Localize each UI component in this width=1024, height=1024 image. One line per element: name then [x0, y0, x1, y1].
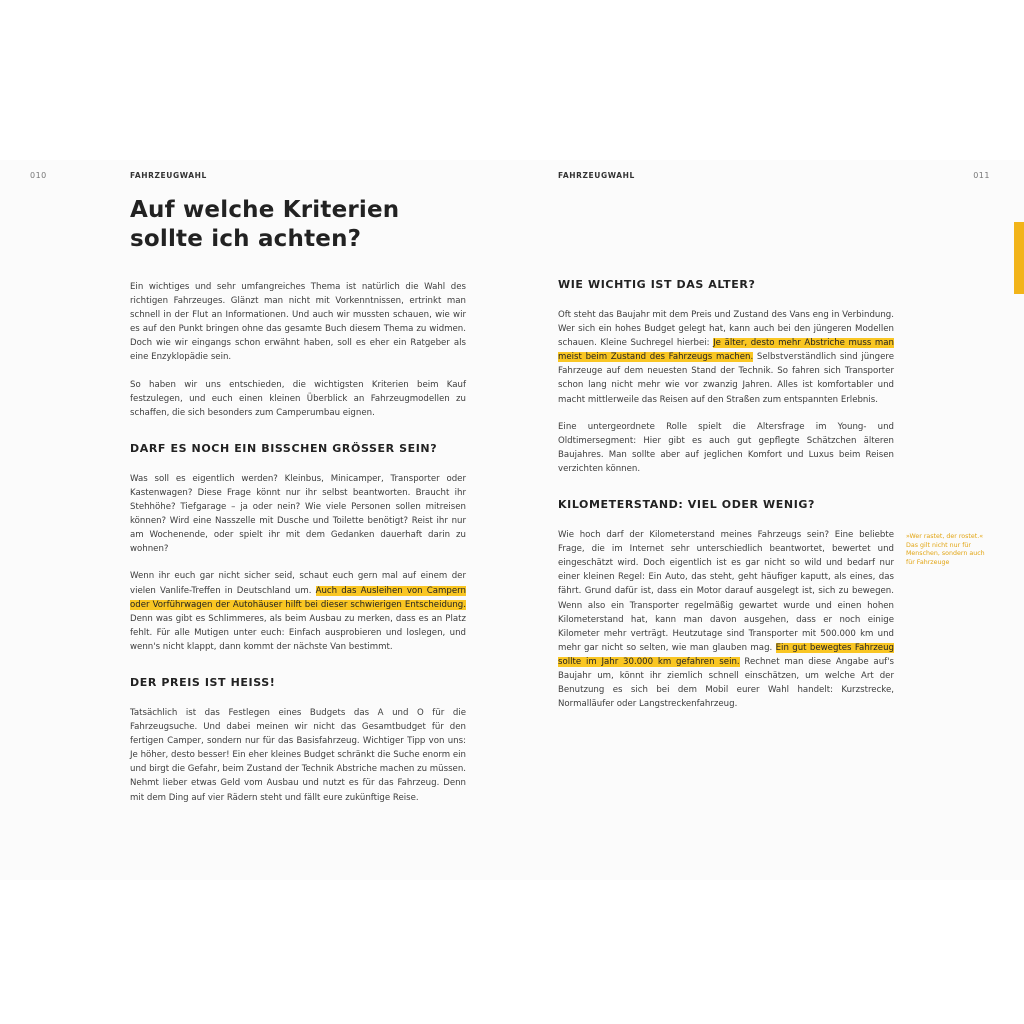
age-text-after: Selbstverständlich sind jüngere Fahrzeuge auf dem neuesten Stand der Technik. So fahren sich Transporter schon lang nicht mehr wie vor zwanzig Jahren. Alles ist komfortabler und macht mittlerweile das Reisen auf den Straßen zum entspannten Erlebnis.	[558, 352, 894, 405]
size-text-before: Wenn ihr euch gar nicht sicher seid, schaut euch gern mal auf einem der vielen Vanlife-Treffen in Deutschland um.	[130, 571, 466, 596]
age-text-before: Oft steht das Baujahr mit dem Preis und Zustand des Vans eng in Verbindung. Wer sich ein hohes Budget gelegt hat, kann auch bei den jüngeren Modellen schauen. Kleine Suchregel hierbei:	[558, 310, 894, 349]
mileage-paragraph	[558, 528, 894, 711]
running-head-right: FAHRZEUGWAHL	[558, 171, 635, 180]
intro-paragraph-1: Ein wichtiges und sehr umfangreiches Thema ist natürlich die Wahl des richtigen Fahrzeuges. Glänzt man nicht mit Vorkenntnissen, ertrinkt man schnell in der Flut an Informationen. Und auch wir mussten schauen, wie wir es auf den Punkt bringen ohne das gesamte Buch diesem Thema zu widmen. Doch wie wir eingangs schon erwähnt haben, soll es eher ein Ratgeber als eine Enzyklopädie sein.	[130, 282, 466, 363]
heading-mileage: KILOMETERSTAND: VIEL ODER WENIG?	[558, 498, 815, 512]
title-line-1: Auf welche Kriterien	[130, 197, 400, 223]
size-paragraph-1: Was soll es eigentlich werden? Kleinbus, Minicamper, Transporter oder Kastenwagen? Diese Frage könnt nur ihr selbst beantworten. Braucht ihr Stehhöhe? Tiefgarage – ja oder nein? Wie viele Personen sollen mitreisen können? Wird eine Nasszelle mit Dusche und Toilette benötigt? Reist ihr nur am Wochenende, oder spielt ihr mit dem Gedanken dauerhaft darin zu wohnen?	[130, 473, 466, 555]
heading-price: DER PREIS IST HEISS!	[130, 675, 276, 689]
price-paragraph: Tatsächlich ist das Festlegen eines Budgets das A und O für die Fahrzeugsuche. Und dabei meinen wir nicht das Gesamtbudget für den fertigen Camper, sondern nur für das Basisfahrzeug. Wichtiger Tipp von uns: Je höher, desto besser! Ein eher kleines Budget schränkt die Suche enorm ein und birgt die Gefahr, beim Zustand der Technik Abstriche machen zu müssen. Nehmt lieber etwas Geld vom Ausbau und nutzt es für das Fahrzeug. Denn mit dem Ding auf vier Rädern steht und fällt eure zukünftige Reise.	[130, 707, 467, 803]
right-column	[558, 278, 894, 724]
page-number-right: 011	[973, 171, 990, 180]
chapter-tab-marker	[1014, 222, 1024, 294]
size-text-after: Denn was gibt es Schlimmeres, als beim Ausbau zu merken, dass es an Platz fehlt. Für alle Mutigen unter euch: Einfach ausprobieren und loslegen, und wenn's nicht klappt, dann kommt der nächste Van bestimmt.	[130, 613, 466, 652]
heading-size: DARF ES NOCH EIN BISSCHEN GRÖSSER SEIN?	[130, 441, 438, 455]
mileage-text-before: Wie hoch darf der Kilometerstand meines Fahrzeugs sein? Eine beliebte Frage, die im Internet sehr unterschiedlich beantwortet, bewertet und eingeschätzt wird. Doch eigentlich ist es gar nicht so wild und bedarf nur einer kleinen Regel: Ein Auto, das steht, geht häufiger kaputt, als eines, das fährt. Grund dafür ist, dass ein Motor darauf ausgelegt ist, sich zu bewegen. Wenn also ein Transporter regelmäßig gewartet wurde und einen hohen Kilometerstand hat, kann man davon ausgehen, dass er noch einige Kilometer mehr verträgt. Heutzutage sind Transporter mit 500.000 km und mehr gar nicht so selten, wie man glauben mag.	[558, 530, 894, 653]
title-line-2: sollte ich achten?	[130, 226, 362, 252]
age-paragraph-2: Eine untergeordnete Rolle spielt die Altersfrage im Young- und Oldtimersegment: Hier gibt es auch gut gepflegte Schätzchen älteren Baujahres. Man sollte aber auf jeglichen Komfort und Luxus beim Reisen verzichten können.	[558, 421, 894, 474]
left-column	[130, 280, 466, 818]
sidenote-quote: »Wer rastet, der rostet.« Das gilt nicht nur für Menschen, sondern auch für Fahrzeuge	[906, 533, 985, 566]
mileage-text-after: Rechnet man diese Angabe auf's Baujahr um, könnt ihr ziemlich schnell einschätzen, um welche Art der Benutzung es sich bei dem Mobil eurer Wahl handelt: Kurzstrecke, Normalläufer oder Langstreckenfahrzeug.	[558, 656, 895, 710]
page-title	[130, 196, 470, 254]
highlight-mileage-rule: Ein gut bewegtes Fahrzeug sollte im Jahr 30.000 km gefahren sein.	[558, 642, 894, 667]
highlight-rental-tip: Auch das Ausleihen von Campern oder Vorführwagen der Autohäuser hilft bei dieser schwierigen Entscheidung.	[130, 585, 466, 610]
page-number-left: 010	[30, 171, 47, 180]
heading-age: WIE WICHTIG IST DAS ALTER?	[558, 278, 756, 291]
intro-paragraph-2: So haben wir uns entschieden, die wichtigsten Kriterien beim Kauf festzulegen, und euch einen kleinen Überblick an Fahrzeugmodellen zu schaffen, die sich besonders zum Camperumbau eignen.	[130, 379, 466, 418]
size-paragraph-2	[130, 569, 466, 654]
age-paragraph-1	[558, 308, 894, 407]
running-head-left: FAHRZEUGWAHL	[130, 171, 207, 180]
highlight-age-rule: Je älter, desto mehr Abstriche muss man meist beim Zustand des Fahrzeugs machen.	[558, 338, 894, 363]
